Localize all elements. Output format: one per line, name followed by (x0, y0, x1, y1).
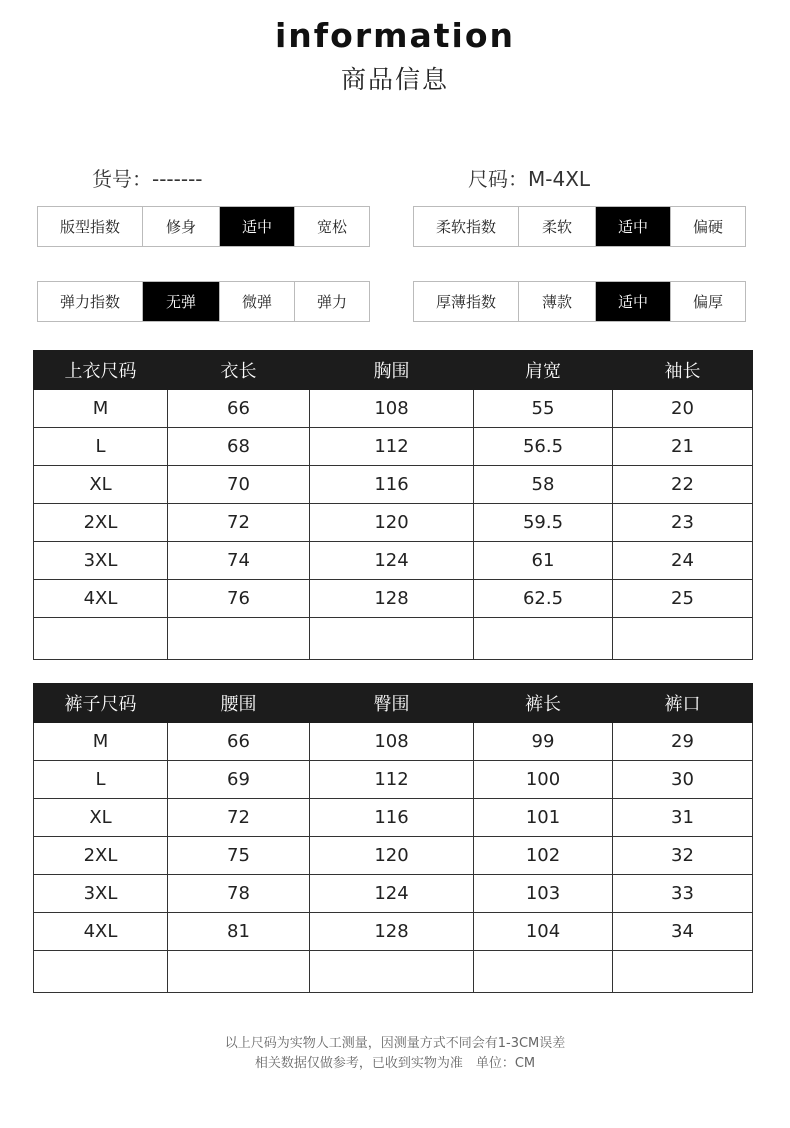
table-cell: 116 (310, 799, 474, 837)
table-cell: 70 (168, 466, 310, 504)
table-row (34, 723, 753, 761)
table-cell: 72 (168, 799, 310, 837)
table-row (34, 799, 753, 837)
table-cell (613, 951, 753, 993)
title-cn: 商品信息 (340, 65, 449, 94)
thickness-option: 薄款 (519, 282, 596, 321)
table-cell: 25 (613, 580, 753, 618)
table-cell: 108 (310, 390, 474, 428)
table-cell: 112 (310, 428, 474, 466)
table-row (34, 761, 753, 799)
item-number: 货号：------- (92, 167, 203, 191)
table-row (34, 390, 753, 428)
table-cell: 69 (168, 761, 310, 799)
table-cell: 61 (474, 542, 613, 580)
table-cell: 58 (474, 466, 613, 504)
table-cell: 81 (168, 913, 310, 951)
table-row-empty (34, 618, 753, 660)
fit-option: 宽松 (316, 218, 347, 236)
table-header-cell: 胸围 (310, 351, 474, 390)
table-cell: L (34, 428, 168, 466)
elasticity-index-label: 弹力指数 (38, 282, 143, 321)
table-cell: XL (34, 466, 168, 504)
table-cell (168, 618, 310, 660)
table-cell (34, 618, 168, 660)
elasticity-option: 弹力 (316, 293, 347, 311)
table-cell: 56.5 (474, 428, 613, 466)
table-row (34, 542, 753, 580)
table-cell: 55 (474, 390, 613, 428)
table-cell: 32 (613, 837, 753, 875)
pants-size-table (33, 683, 753, 993)
softness-option: 柔软 (519, 207, 596, 246)
measurement-note (0, 1034, 790, 1074)
table-cell: 66 (168, 723, 310, 761)
table-cell: 33 (613, 875, 753, 913)
table-cell: 100 (474, 761, 613, 799)
softness-index (413, 206, 746, 247)
table-cell: 120 (310, 504, 474, 542)
table-header-cell: 腰围 (168, 684, 310, 723)
fit-option: 修身 (143, 207, 220, 246)
table-cell: 116 (310, 466, 474, 504)
fit-option: 适中 (220, 207, 295, 246)
table-cell: 24 (613, 542, 753, 580)
table-cell: 78 (168, 875, 310, 913)
table-cell (168, 951, 310, 993)
table-cell: M (34, 390, 168, 428)
table-cell: 124 (310, 875, 474, 913)
table-cell: 72 (168, 504, 310, 542)
table-cell: 75 (168, 837, 310, 875)
table-cell: 68 (168, 428, 310, 466)
table-cell: 112 (310, 761, 474, 799)
measurement-note-line2: 相关数据仅做参考，已收到实物为准 单位：CM (254, 1056, 536, 1071)
elasticity-option: 微弹 (220, 282, 295, 321)
table-cell: 20 (613, 390, 753, 428)
table-row (34, 466, 753, 504)
table-cell: XL (34, 799, 168, 837)
table-cell: 4XL (34, 580, 168, 618)
table-header-cell: 臀围 (310, 684, 474, 723)
table-row (34, 428, 753, 466)
table-header-cell: 上衣尺码 (34, 351, 168, 390)
table-row (34, 913, 753, 951)
table-cell: 99 (474, 723, 613, 761)
table-cell: 101 (474, 799, 613, 837)
table-header-cell: 肩宽 (474, 351, 613, 390)
table-cell: 30 (613, 761, 753, 799)
table-header-row (34, 351, 753, 390)
table-cell: 22 (613, 466, 753, 504)
table-header-cell: 裤长 (474, 684, 613, 723)
table-header-cell: 裤子尺码 (34, 684, 168, 723)
table-cell: 29 (613, 723, 753, 761)
table-cell: L (34, 761, 168, 799)
table-cell (34, 951, 168, 993)
table-header-cell: 衣长 (168, 351, 310, 390)
table-cell (613, 618, 753, 660)
table-header-cell: 裤口 (613, 684, 753, 723)
softness-option: 偏硬 (692, 218, 723, 236)
table-cell: 31 (613, 799, 753, 837)
table-header-row (34, 684, 753, 723)
fit-index-label: 版型指数 (38, 207, 143, 246)
table-cell: 124 (310, 542, 474, 580)
top-size-table (33, 350, 753, 660)
table-row (34, 504, 753, 542)
table-cell: 62.5 (474, 580, 613, 618)
elasticity-index (37, 281, 370, 322)
table-cell (474, 618, 613, 660)
thickness-index (413, 281, 746, 322)
table-cell: 120 (310, 837, 474, 875)
table-header-cell: 袖长 (613, 351, 753, 390)
table-row (34, 837, 753, 875)
table-cell: 76 (168, 580, 310, 618)
table-cell: 3XL (34, 875, 168, 913)
measurement-note-line1: 以上尺码为实物人工测量，因测量方式不同会有1-3CM误差 (224, 1036, 566, 1051)
table-cell: 4XL (34, 913, 168, 951)
softness-option: 适中 (596, 207, 671, 246)
table-cell: 128 (310, 913, 474, 951)
table-cell: 2XL (34, 837, 168, 875)
table-cell: 74 (168, 542, 310, 580)
table-row (34, 580, 753, 618)
table-cell: 2XL (34, 504, 168, 542)
thickness-option: 适中 (596, 282, 671, 321)
size-range: 尺码：M-4XL (468, 167, 591, 191)
softness-index-label: 柔软指数 (414, 207, 519, 246)
table-cell: 104 (474, 913, 613, 951)
table-cell (474, 951, 613, 993)
table-cell: 103 (474, 875, 613, 913)
table-cell: 128 (310, 580, 474, 618)
thickness-index-label: 厚薄指数 (414, 282, 519, 321)
table-cell (310, 618, 474, 660)
table-cell: 3XL (34, 542, 168, 580)
title-en: information (274, 16, 515, 55)
table-cell: 23 (613, 504, 753, 542)
table-cell: 34 (613, 913, 753, 951)
table-row (34, 875, 753, 913)
thickness-option: 偏厚 (692, 293, 723, 311)
table-cell: 102 (474, 837, 613, 875)
table-cell: 59.5 (474, 504, 613, 542)
table-cell: M (34, 723, 168, 761)
table-cell: 108 (310, 723, 474, 761)
table-cell: 21 (613, 428, 753, 466)
table-cell: 66 (168, 390, 310, 428)
elasticity-option: 无弹 (143, 282, 220, 321)
fit-index (37, 206, 370, 247)
table-cell (310, 951, 474, 993)
table-row-empty (34, 951, 753, 993)
